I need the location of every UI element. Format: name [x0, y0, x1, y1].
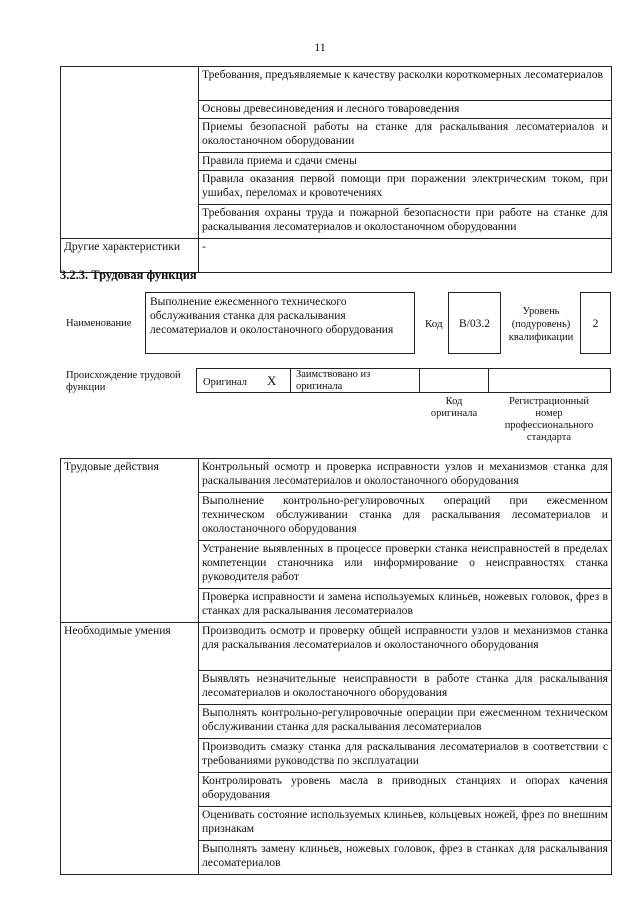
level-label: Уровень (подуровень) квалификации [508, 306, 574, 343]
knowledge-table [60, 66, 612, 273]
skill-item: Контролировать уровень масла в приводных станциях и опорах качения оборудования [199, 773, 612, 807]
actions-label: Трудовые действия [61, 459, 199, 623]
action-item: Проверка исправности и замена используемых клиньев, ножевых головок, фрез в станках для раскалывания лесоматериалов [199, 589, 612, 623]
name-value: Выполнение ежесменного технического обслуживания станка для раскалывания лесоматериалов и околостаночного оборудования [150, 296, 394, 336]
knowledge-item: Требования, предъявляемые к качеству расколки короткомерных лесоматериалов [199, 67, 612, 101]
level-value: 2 [592, 318, 599, 330]
original-mark: X [267, 373, 277, 388]
skill-item: Выявлять незначительные неисправности в работе станка для раскалывания лесоматериалов и околостаночного оборудования [199, 671, 612, 705]
skill-item: Выполнять контрольно-регулировочные операции при ежесменном техническом обслуживании станка для раскалывания лесоматериалов [199, 705, 612, 739]
code-original-label: Код оригинала [430, 396, 478, 419]
skill-item: Оценивать состояние используемых клиньев, кольцевых ножей, фрез по внешним признакам [199, 807, 612, 841]
knowledge-item: Правила приема и сдачи смены [199, 153, 612, 171]
borrowed-label: Заимствовано из оригинала [296, 369, 371, 392]
other-characteristics-value: - [199, 239, 612, 273]
knowledge-item: Правила оказания первой помощи при поражении электрическим током, при ушибах, переломах и кровотечениях [199, 171, 612, 205]
knowledge-item: Приемы безопасной работы на станке для раскалывания лесоматериалов и околостаночном оборудовании [199, 119, 612, 153]
original-label: Оригинал [203, 377, 247, 388]
divider [419, 368, 420, 393]
skills-label: Необходимые умения [61, 623, 199, 875]
origin-label: Происхождение трудовой функции [66, 370, 181, 393]
knowledge-item: Основы древесиноведения и лесного товароведения [199, 101, 612, 119]
other-characteristics-label: Другие характеристики [61, 239, 199, 273]
function-table [60, 458, 612, 875]
action-item: Контрольный осмотр и проверка исправности узлов и механизмов станка для раскалывания лесоматериалов и околостаночного оборудования [199, 459, 612, 493]
reg-number-label: Регистрационный номер профессионального стандарта [504, 396, 594, 443]
code-value: B/03.2 [459, 318, 490, 330]
code-value-box [448, 292, 501, 354]
action-item: Устранение выявленных в процессе проверки станка неисправностей в пределах компетенции станочника или информирование о неисправностях станка руководителя работ [199, 541, 612, 589]
section-title: 3.2.3. Трудовая функция [60, 268, 197, 282]
name-label: Наименование [66, 318, 132, 329]
level-value-box [580, 292, 611, 354]
skill-item: Производить смазку станка для раскалывания лесоматериалов в соответствии с требованиями руководства по эксплуатации [199, 739, 612, 773]
divider [290, 368, 291, 393]
skill-item: Выполнять замену клиньев, ножевых головок, фрез в станках для раскалывания лесоматериалов [199, 841, 612, 875]
knowledge-label-cell [61, 67, 199, 239]
action-item: Выполнение контрольно-регулировочных операций при ежесменном техническом обслуживании станка для раскалывания лесоматериалов и околостаночного оборудования [199, 493, 612, 541]
divider [488, 368, 489, 393]
knowledge-item: Требования охраны труда и пожарной безопасности при работе на станке для раскалывания лесоматериалов и околостаночном оборудовании [199, 205, 612, 239]
page-number: 11 [314, 40, 326, 54]
code-label: Код [425, 318, 443, 330]
skill-item: Производить осмотр и проверку общей исправности узлов и механизмов станка для раскалывания лесоматериалов и околостаночного оборудования [199, 623, 612, 671]
name-value-box [145, 292, 415, 354]
